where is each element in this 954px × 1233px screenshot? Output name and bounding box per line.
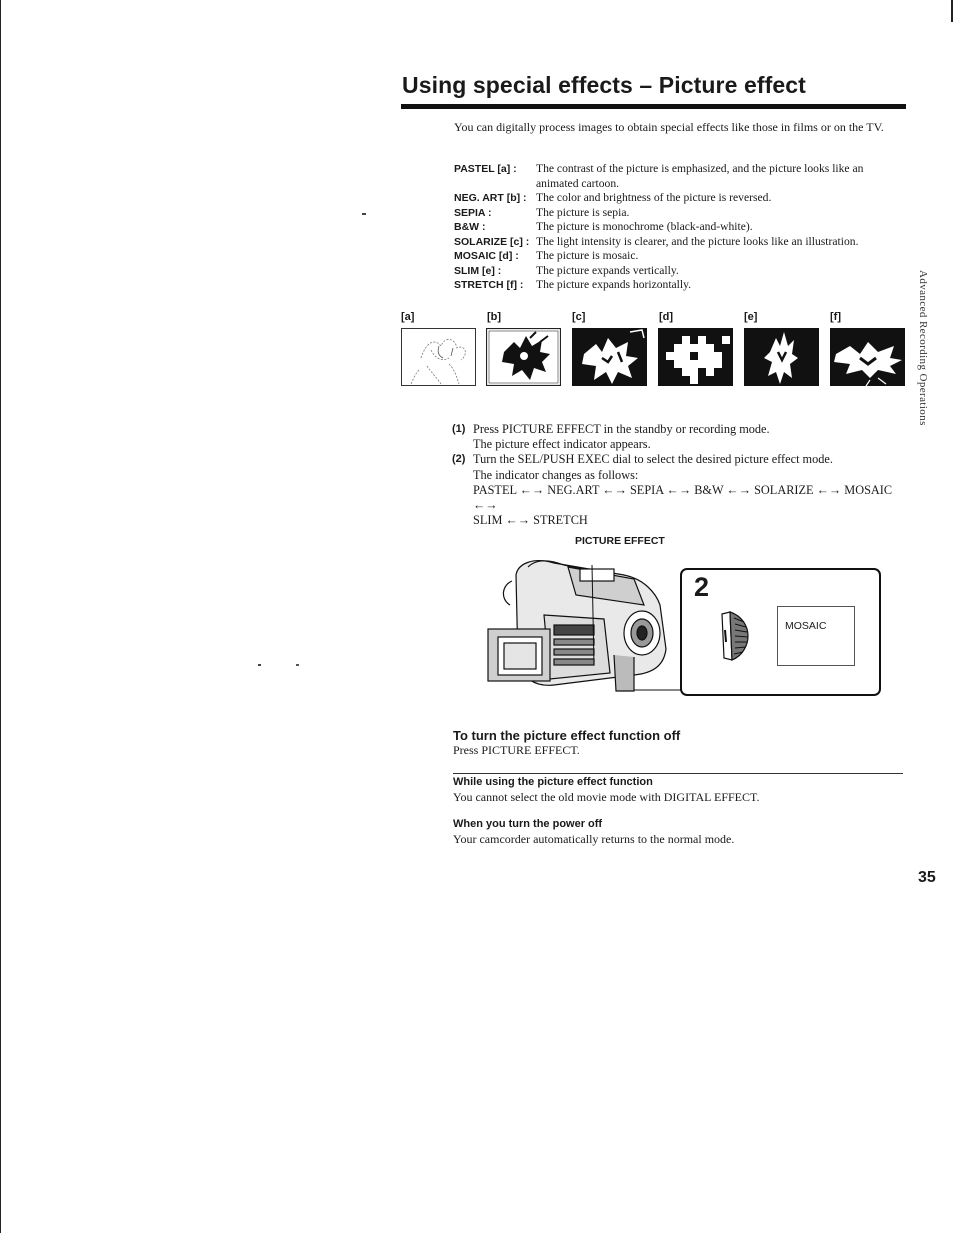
image-label-b: [b] bbox=[487, 311, 502, 323]
note-heading-effect-function: While using the picture effect function bbox=[453, 776, 653, 788]
definition-term: MOSAIC [d] : bbox=[454, 250, 519, 262]
definition-row bbox=[454, 264, 904, 279]
note-heading-power-off: When you turn the power off bbox=[453, 818, 603, 830]
slim-example-image bbox=[744, 328, 819, 386]
step-1 bbox=[452, 422, 902, 452]
definition-desc: The picture expands horizontally. bbox=[536, 278, 692, 291]
step-2-number: 2 bbox=[694, 572, 710, 602]
step-number: (2) bbox=[452, 453, 466, 466]
definition-desc: The picture is mosaic. bbox=[536, 249, 639, 262]
definition-row bbox=[454, 206, 904, 221]
definition-row bbox=[454, 278, 904, 293]
note-text-power-off: Your camcorder automatically returns to the normal mode. bbox=[453, 832, 735, 846]
definition-row bbox=[454, 191, 904, 206]
definition-term: PASTEL [a] : bbox=[454, 163, 517, 175]
effect-definition-list bbox=[454, 162, 904, 293]
definition-term: B&W : bbox=[454, 221, 486, 233]
mosaic-example-image bbox=[658, 328, 733, 386]
image-label-e: [e] bbox=[744, 311, 758, 323]
image-label-a: [a] bbox=[401, 311, 415, 323]
turn-off-text: Press PICTURE EFFECT. bbox=[453, 743, 580, 757]
definition-term: SOLARIZE [c] : bbox=[454, 235, 530, 248]
scan-speck bbox=[258, 664, 261, 666]
step-2 bbox=[452, 452, 902, 528]
definition-term: STRETCH [f] : bbox=[454, 279, 524, 291]
title-rule bbox=[401, 104, 906, 109]
step-text: The indicator changes as follows: bbox=[473, 467, 639, 482]
camcorder-illustration bbox=[484, 545, 684, 695]
top-right-edge-mark bbox=[951, 0, 953, 22]
definition-term: SLIM [e] : bbox=[454, 264, 502, 277]
definition-desc: The picture expands vertically. bbox=[536, 263, 679, 277]
intro-paragraph: You can digitally process images to obtain special effects like those in films or on the TV. bbox=[454, 120, 884, 134]
notes-rule bbox=[453, 773, 903, 774]
definition-desc: The picture is monochrome (black-and-white). bbox=[536, 220, 753, 233]
solarize-example-image bbox=[572, 328, 647, 386]
section-side-tab-label: Advanced Recording Operations bbox=[917, 270, 929, 426]
procedure-steps bbox=[452, 422, 902, 528]
pastel-example-image bbox=[401, 328, 476, 386]
image-label-d: [d] bbox=[659, 311, 674, 323]
note-text-effect-function: You cannot select the old movie mode with DIGITAL EFFECT. bbox=[453, 790, 760, 804]
definition-desc: The color and brightness of the picture is reversed. bbox=[536, 191, 772, 204]
page-number: 35 bbox=[918, 869, 936, 886]
image-label-f: [f] bbox=[830, 311, 841, 323]
definition-desc: The picture is sepia. bbox=[536, 205, 630, 219]
turn-off-heading: To turn the picture effect function off bbox=[453, 728, 681, 743]
mosaic-indicator-text: MOSAIC bbox=[785, 620, 827, 632]
definition-term: NEG. ART [b] : bbox=[454, 192, 527, 204]
scan-speck bbox=[296, 664, 299, 666]
definition-term: SEPIA : bbox=[454, 206, 492, 219]
sel-push-exec-dial-icon bbox=[716, 608, 752, 664]
definition-desc: The light intensity is clearer, and the picture looks like an illustration. bbox=[536, 234, 859, 248]
definition-desc: The contrast of the picture is emphasized, and the picture looks like an animated cartoon. bbox=[536, 162, 864, 190]
step-text: The picture effect indicator appears. bbox=[473, 437, 651, 452]
scan-speck bbox=[362, 213, 366, 215]
definition-row bbox=[454, 162, 904, 191]
page-title: Using special effects – Picture effect bbox=[402, 72, 806, 98]
mode-sequence: SLIM ←→ STRETCH bbox=[473, 513, 588, 528]
definition-row bbox=[454, 235, 904, 250]
image-label-c: [c] bbox=[572, 311, 586, 323]
step-number: (1) bbox=[452, 423, 466, 435]
mode-sequence: PASTEL ←→ NEG.ART ←→ SEPIA ←→ B&W ←→ SOLARIZE ←→ MOSAIC ←→ bbox=[473, 482, 893, 513]
definition-row bbox=[454, 249, 904, 264]
definition-row bbox=[454, 220, 904, 235]
neg-art-example-image bbox=[486, 328, 561, 386]
page-edge-line bbox=[0, 0, 1, 1233]
step-text: Turn the SEL/PUSH EXEC dial to select the desired picture effect mode. bbox=[473, 452, 833, 467]
stretch-example-image bbox=[830, 328, 905, 386]
viewfinder-indicator-display bbox=[777, 606, 855, 666]
step-text: Press PICTURE EFFECT in the standby or recording mode. bbox=[473, 422, 770, 436]
picture-effect-callout-label: PICTURE EFFECT bbox=[575, 535, 665, 547]
section-side-tab bbox=[912, 270, 934, 425]
